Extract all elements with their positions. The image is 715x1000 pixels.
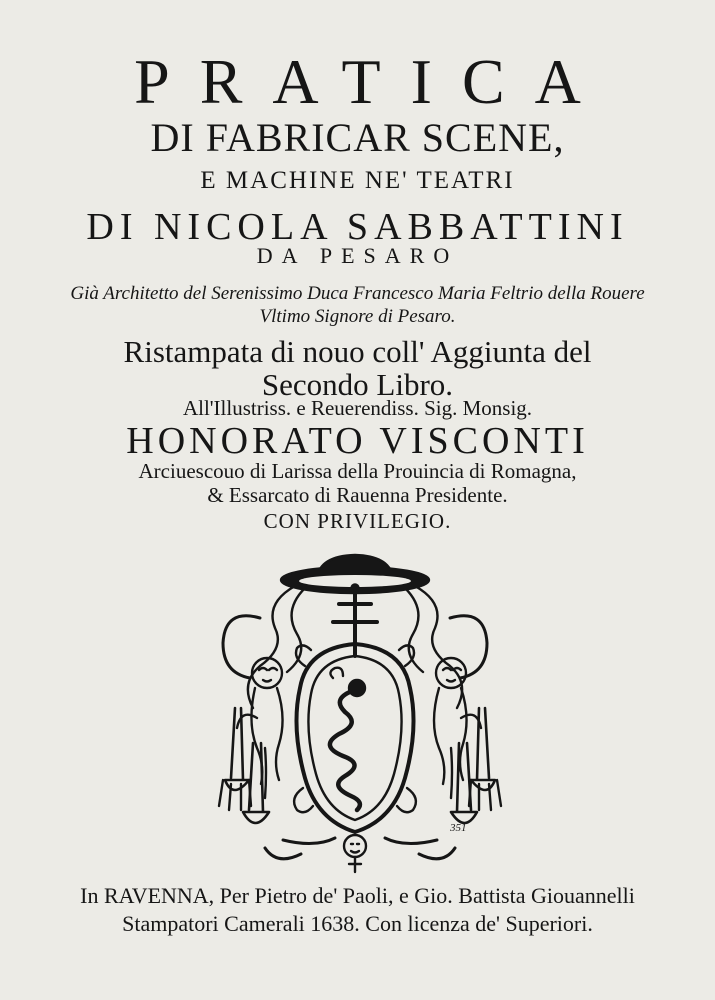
imprint-line-1: In RAVENNA, Per Pietro de' Paoli, e Gio. Battista Giouannelli (80, 883, 635, 908)
putto-left-head (252, 658, 282, 688)
tassel-left (225, 708, 249, 790)
architect-note-line-2: Vltimo Signore di Pesaro. (259, 306, 456, 327)
imprint-line-2: Stampatori Camerali 1638. Con licenza de' Superiori. (122, 911, 593, 936)
cartouche-outer (296, 644, 413, 832)
book-title: PRATICA (134, 46, 611, 117)
cherub-mask (344, 835, 366, 857)
hat-crown (317, 555, 393, 578)
dedicatee-office-line-2: & Essarcato di Rauenna Presidente. (207, 483, 508, 507)
coat-of-arms-icon (205, 548, 515, 878)
bottom-ribbon (283, 838, 437, 844)
engraver-mark: 351 (450, 822, 467, 834)
serpent-head (349, 680, 365, 696)
putto-right-head (436, 658, 466, 688)
dedicatee-name: HONORATO VISCONTI (126, 420, 589, 462)
reprint-note-line-2: Secondo Libro. (261, 367, 454, 402)
architect-note-line-1: Già Architetto del Serenissimo Duca Francesco Maria Feltrio della Rouere (70, 283, 645, 304)
author-origin: DA PESARO (256, 243, 459, 268)
book-subtitle-line-2: E MACHINE NE' TEATRI (200, 167, 515, 194)
dedication-intro: All'Illustriss. e Reuerendiss. Sig. Monsig. (182, 396, 533, 420)
book-subtitle-line-1: DI FABRICAR SCENE, (150, 115, 565, 160)
reprint-note-line-1: Ristampata di nouo coll' Aggiunta del (123, 334, 592, 369)
privilege-note: CON PRIVILEGIO. (263, 509, 452, 533)
serpent (330, 690, 360, 810)
author-name: DI NICOLA SABBATTINI (86, 206, 629, 248)
dedicatee-office-line-1: Arciuescouo di Larissa della Prouincia di Romagna, (138, 459, 577, 483)
tassel-right (471, 708, 495, 790)
